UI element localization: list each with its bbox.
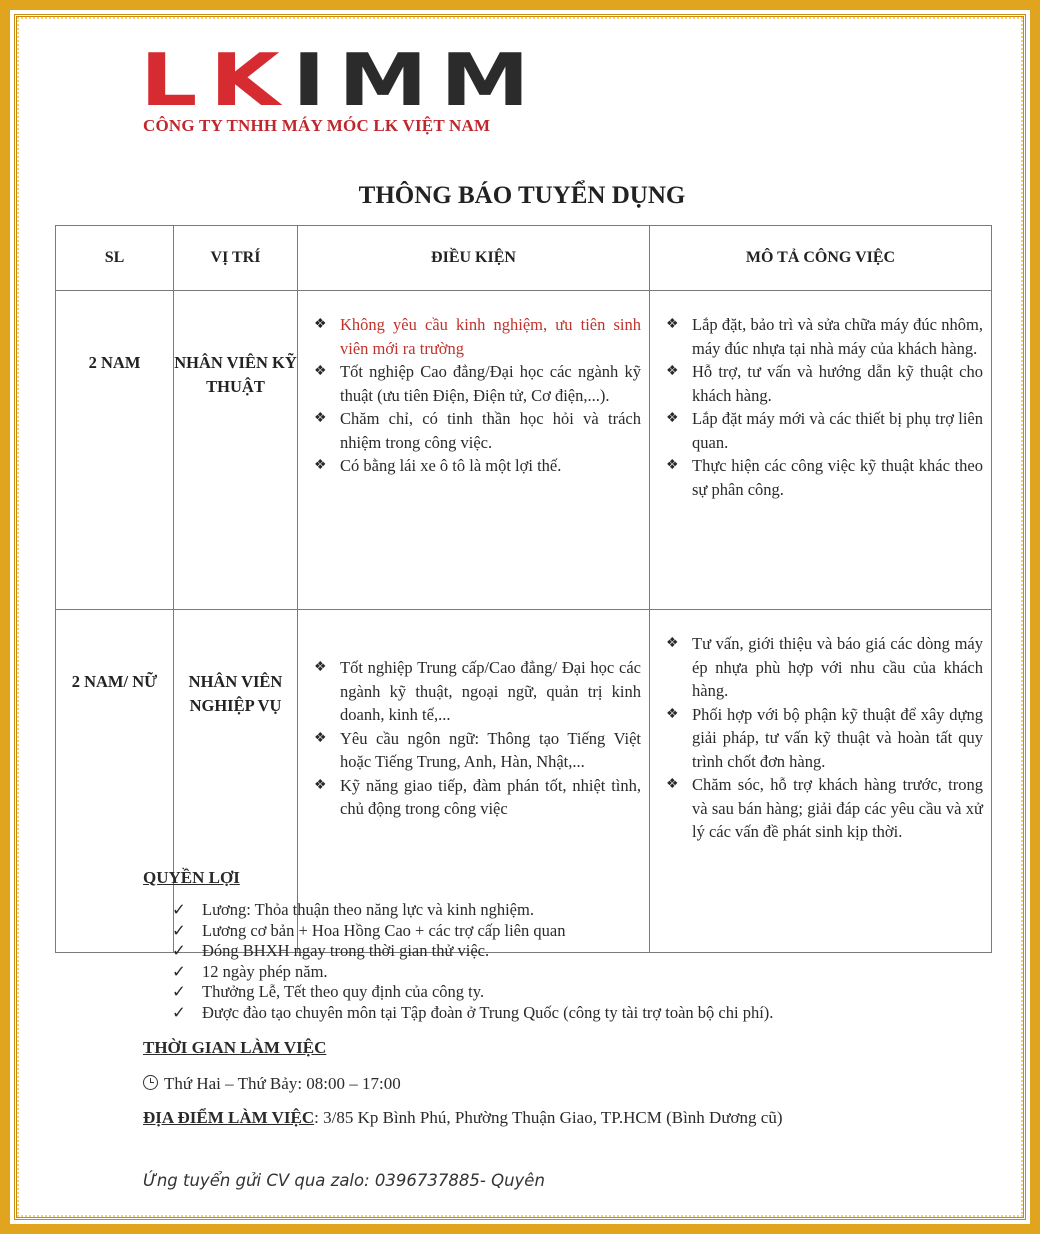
list-item: ❖ Tốt nghiệp Trung cấp/Cao đẳng/ Đại học các ngành kỹ thuật, ngoại ngữ, quản trị kinh doanh, kinh tế,... <box>314 658 641 724</box>
row-quantity: 2 NAM/ NỮ <box>56 610 174 953</box>
location-value: : 3/85 Kp Bình Phú, Phường Thuận Giao, TP.HCM (Bình Dương cũ) <box>314 1108 783 1127</box>
header-description: MÔ TẢ CÔNG VIỆC <box>650 226 992 291</box>
list-item: ❖ Lắp đặt máy mới và các thiết bị phụ trợ liên quan. <box>666 409 983 452</box>
list-item: ❖ Hỗ trợ, tư vấn và hướng dẫn kỹ thuật cho khách hàng. <box>666 362 983 405</box>
working-time-heading: THỜI GIAN LÀM VIỆC <box>143 1038 327 1057</box>
list-item: ✓ Lương: Thỏa thuận theo năng lực và kinh nghiệm. <box>172 900 534 919</box>
check-icon: ✓ <box>172 920 186 940</box>
logo-lk: LK <box>140 38 293 122</box>
row-quantity: 2 NAM <box>56 291 174 610</box>
check-icon: ✓ <box>172 961 186 981</box>
list-item: ❖ Tốt nghiệp Cao đẳng/Đại học các ngành kỹ thuật (ưu tiên Điện, Điện tử, Cơ điện,...). <box>314 362 641 405</box>
company-logo <box>140 38 543 122</box>
list-item: ✓ 12 ngày phép năm. <box>172 961 328 981</box>
check-icon: ✓ <box>172 1002 186 1022</box>
list-item: ❖ Chăm sóc, hỗ trợ khách hàng trước, trong và sau bán hàng; giải đáp các yêu cầu và xử lý các vấn đề phát sinh kịp thời. <box>666 775 983 841</box>
recruitment-table <box>55 225 992 953</box>
work-location <box>143 1108 782 1128</box>
check-icon: ✓ <box>172 900 186 919</box>
company-name: CÔNG TY TNHH MÁY MÓC LK VIỆT NAM <box>143 116 491 135</box>
list-item: ❖ Chăm chỉ, có tinh thần học hỏi và trách nhiệm trong công việc. <box>314 409 641 452</box>
header-position: VỊ TRÍ <box>174 226 298 291</box>
location-heading: ĐỊA ĐIỂM LÀM VIỆC <box>143 1108 315 1127</box>
list-item: ❖ Yêu cầu ngôn ngữ: Thông tạo Tiếng Việt hoặc Tiếng Trung, Anh, Hàn, Nhật,... <box>314 728 641 771</box>
working-time <box>143 1074 401 1094</box>
row-position: NHÂN VIÊN KỸ THUẬT <box>174 291 298 610</box>
page-title: THÔNG BÁO TUYỂN DỤNG <box>358 182 686 209</box>
check-icon: ✓ <box>172 982 186 1001</box>
list-item: ✓ Được đào tạo chuyên môn tại Tập đoàn ở Trung Quốc (công ty tài trợ toàn bộ chi phí). <box>172 1002 774 1022</box>
header-sl: SL <box>56 226 174 291</box>
logo-imm: IMM <box>292 38 543 122</box>
benefits-heading: QUYỀN LỢI <box>143 868 240 887</box>
header-conditions: ĐIỀU KIỆN <box>298 226 650 291</box>
list-item: ❖ Có bằng lái xe ô tô là một lợi thế. <box>314 456 562 475</box>
table-header-row <box>56 226 992 291</box>
working-time-value: Thứ Hai – Thứ Bảy: 08:00 – 17:00 <box>164 1074 401 1093</box>
list-item: ✓ Thưởng Lễ, Tết theo quy định của công ty. <box>172 982 485 1001</box>
check-icon: ✓ <box>172 941 186 960</box>
list-item: ❖ Thực hiện các công việc kỹ thuật khác theo sự phân công. <box>666 456 983 499</box>
list-item: ✓ Lương cơ bản + Hoa Hồng Cao + các trợ cấp liên quan <box>172 920 566 940</box>
list-item: ❖ Không yêu cầu kinh nghiệm, ưu tiên sinh viên mới ra trường <box>314 315 641 358</box>
list-item: ❖ Tư vấn, giới thiệu và báo giá các dòng máy ép nhựa phù hợp với nhu cầu của khách hàng. <box>666 634 983 700</box>
apply-note: Ứng tuyển gửi CV qua zalo: 0396737885- Quyên <box>143 1171 545 1190</box>
row-description <box>650 291 992 610</box>
list-item: ❖ Kỹ năng giao tiếp, đàm phán tốt, nhiệt tình, chủ động trong công việc <box>314 775 641 818</box>
clock-icon <box>143 1075 158 1090</box>
table-row <box>56 291 992 610</box>
list-item: ✓ Đóng BHXH ngay trong thời gian thử việc. <box>172 941 490 960</box>
row-conditions <box>298 291 650 610</box>
list-item: ❖ Phối hợp với bộ phận kỹ thuật để xây dựng giải pháp, tư vấn kỹ thuật và hoàn tất quy trình chốt đơn hàng. <box>666 704 983 771</box>
benefits-list <box>172 900 773 1023</box>
row-position: NHÂN VIÊN NGHIỆP VỤ <box>174 610 298 953</box>
list-item: ❖ Lắp đặt, bảo trì và sửa chữa máy đúc nhôm, máy đúc nhựa tại nhà máy của khách hàng. <box>666 315 983 358</box>
